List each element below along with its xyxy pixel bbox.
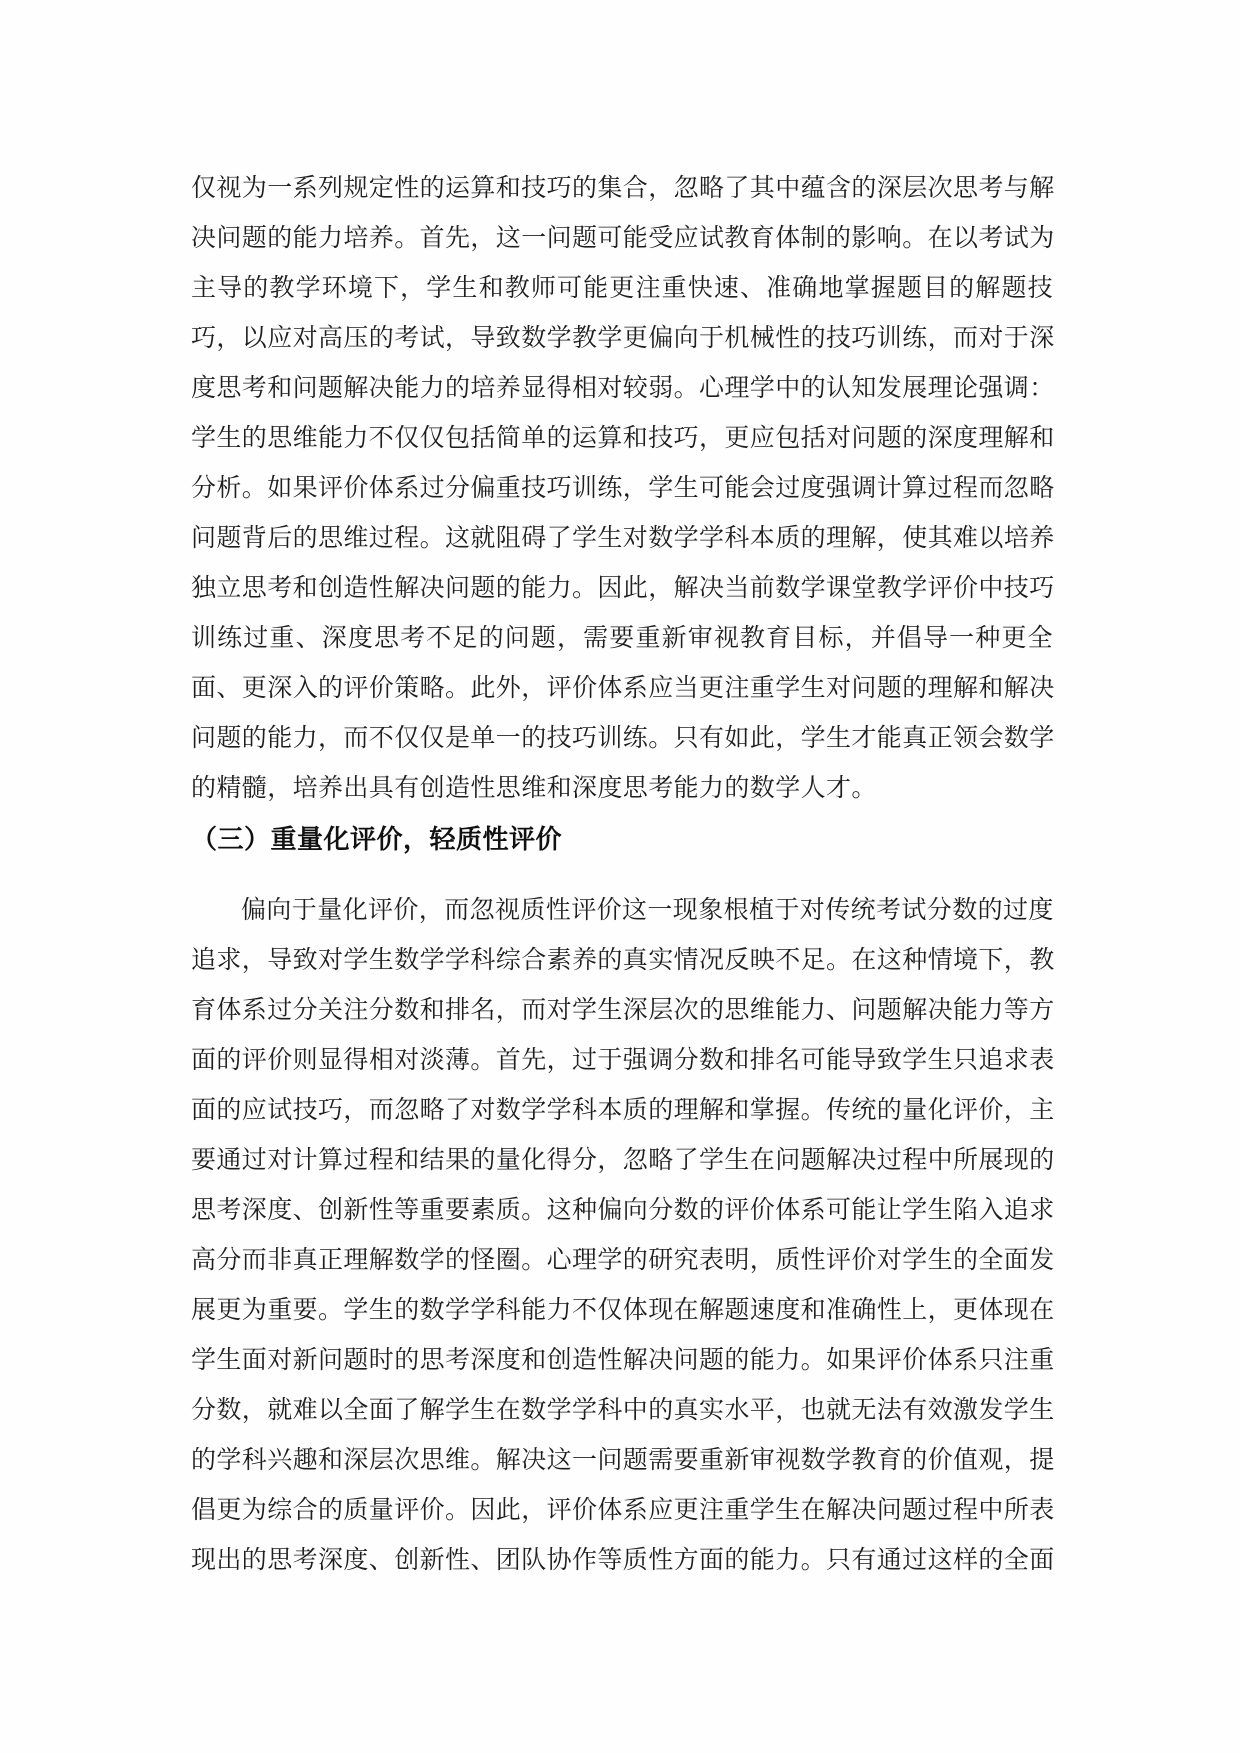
text-line: 主导的教学环境下，学生和教师可能更注重快速、准确地掌握题目的解题技 [191,273,1053,302]
text-line: 高分而非真正理解数学的怪圈。心理学的研究表明，质性评价对学生的全面发 [191,1245,1055,1274]
text-line: 的学科兴趣和深层次思维。解决这一问题需要重新审视数学教育的价值观，提 [191,1445,1055,1474]
text-line: 巧，以应对高压的考试，导致数学教学更偏向于机械性的技巧训练，而对于深 [191,323,1055,352]
text-line: 问题背后的思维过程。这就阻碍了学生对数学学科本质的理解，使其难以培养 [191,523,1055,552]
page-content [191,163,1053,1585]
text-line: 训练过重、深度思考不足的问题，需要重新审视教育目标，并倡导一种更全 [191,623,1053,652]
text-line: 面的应试技巧，而忽略了对数学学科本质的理解和掌握。传统的量化评价，主 [191,1095,1055,1124]
text-line: 分析。如果评价体系过分偏重技巧训练，学生可能会过度强调计算过程而忽略 [191,473,1055,502]
text-line: 展更为重要。学生的数学学科能力不仅体现在解题速度和准确性上，更体现在 [191,1295,1055,1324]
body-paragraph-1 [191,163,1053,813]
text-line: 育体系过分关注分数和排名，而对学生深层次的思维能力、问题解决能力等方 [191,995,1055,1024]
text-line: 决问题的能力培养。首先，这一问题可能受应试教育体制的影响。在以考试为 [191,223,1055,252]
text-line: 问题的能力，而不仅仅是单一的技巧训练。只有如此，学生才能真正领会数学 [191,723,1055,752]
text-line: 面、更深入的评价策略。此外，评价体系应当更注重学生对问题的理解和解决 [191,673,1055,702]
text-line: 倡更为综合的质量评价。因此，评价体系应更注重学生在解决问题过程中所表 [191,1495,1055,1524]
text-line: 分数，就难以全面了解学生在数学学科中的真实水平，也就无法有效激发学生 [191,1395,1055,1424]
text-line: 偏向于量化评价，而忽视质性评价这一现象根植于对传统考试分数的过度 [241,895,1054,924]
text-line: 面的评价则显得相对淡薄。首先，过于强调分数和排名可能导致学生只追求表 [191,1045,1055,1074]
text-line: 学生面对新问题时的思考深度和创造性解决问题的能力。如果评价体系只注重 [191,1345,1055,1374]
text-line: 现出的思考深度、创新性、团队协作等质性方面的能力。只有通过这样的全面 [191,1545,1055,1574]
text-line: 度思考和问题解决能力的培养显得相对较弱。心理学中的认知发展理论强调： [191,373,1055,402]
text-line: 思考深度、创新性等重要素质。这种偏向分数的评价体系可能让学生陷入追求 [191,1195,1055,1224]
text-line: 仅视为一系列规定性的运算和技巧的集合，忽略了其中蕴含的深层次思考与解 [191,173,1055,202]
text-line: 独立思考和创造性解决问题的能力。因此，解决当前数学课堂教学评价中技巧 [191,573,1055,602]
text-line: 要通过对计算过程和结果的量化得分，忽略了学生在问题解决过程中所展现的 [191,1145,1055,1174]
text-line: 的精髓，培养出具有创造性思维和深度思考能力的数学人才。 [191,773,877,802]
section-heading: （三）重量化评价，轻质性评价 [191,825,563,855]
body-paragraph-2 [191,885,1053,1585]
text-line: 学生的思维能力不仅仅包括简单的运算和技巧，更应包括对问题的深度理解和 [191,423,1055,452]
text-line: 追求，导致对学生数学学科综合素养的真实情况反映不足。在这种情境下，教 [191,945,1055,974]
